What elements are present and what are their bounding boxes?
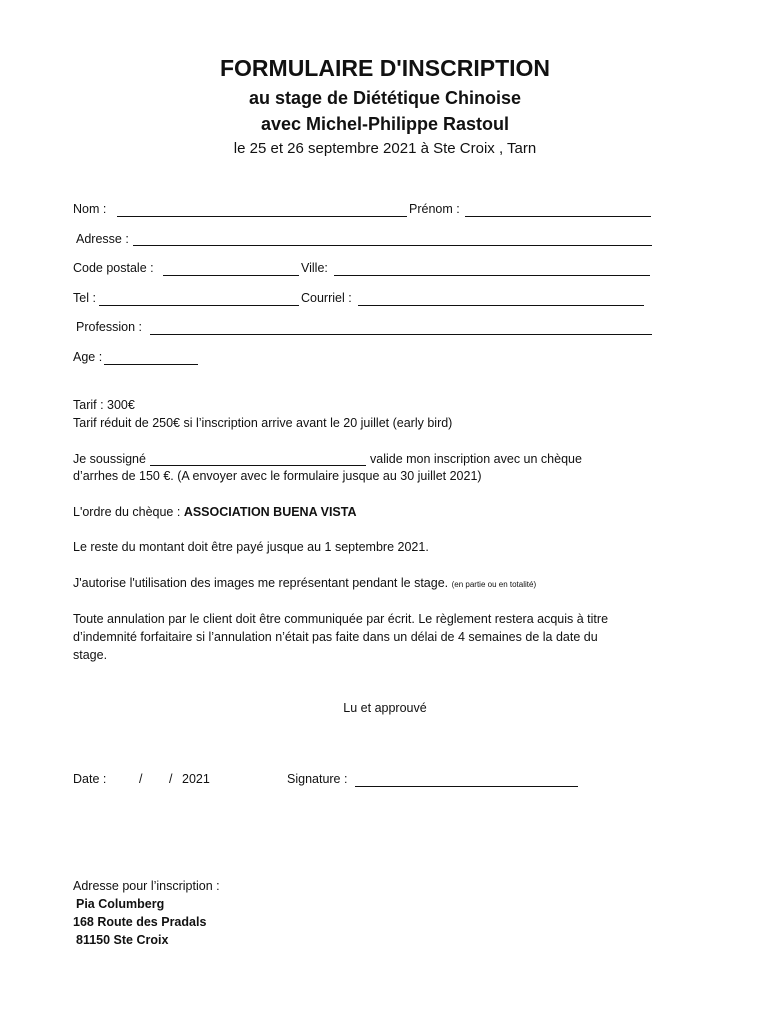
code-postale-field[interactable] <box>163 275 299 276</box>
profession-field[interactable] <box>150 334 652 335</box>
form-subtitle-stage: au stage de Diététique Chinoise <box>248 88 522 108</box>
ordre-value: ASSOCIATION BUENA VISTA <box>183 505 357 519</box>
adresse-field[interactable] <box>133 245 652 246</box>
engagement-line2: d’arrhes de 150 €. (A envoyer avec le formulaire jusque au 30 juillet 2021) <box>73 469 482 483</box>
form-title: FORMULAIRE D'INSCRIPTION <box>219 55 551 81</box>
soussigne-field[interactable] <box>150 465 366 466</box>
autorisation-line <box>73 576 536 590</box>
prenom-field[interactable] <box>465 216 651 217</box>
profession-label: Profession : <box>76 320 143 334</box>
ordre-label: L'ordre du chèque : <box>73 505 184 519</box>
date-label: Date : <box>73 772 107 786</box>
nom-field[interactable] <box>117 216 407 217</box>
nom-label: Nom : <box>73 202 107 216</box>
address-name: Pia Columberg <box>76 897 165 911</box>
courriel-label: Courriel : <box>301 291 352 305</box>
engagement-prefix: Je soussigné <box>73 452 146 466</box>
tarif-reduit-line: Tarif réduit de 250€ si l’inscription arrive avant le 20 juillet (early bird) <box>73 416 453 430</box>
adresse-label: Adresse : <box>76 232 129 246</box>
date-year: 2021 <box>182 772 210 786</box>
tel-label: Tel : <box>73 291 96 305</box>
ordre-cheque <box>73 505 357 519</box>
tel-field[interactable] <box>99 305 299 306</box>
address-street: 168 Route des Pradals <box>73 915 207 929</box>
prenom-label: Prénom : <box>409 202 460 216</box>
engagement-suffix: valide mon inscription avec un chèque <box>370 452 582 466</box>
date-slash-1: / <box>139 772 143 786</box>
date-slash-2: / <box>169 772 173 786</box>
annulation-line3: stage. <box>73 648 108 662</box>
signature-field[interactable] <box>355 786 578 787</box>
address-label: Adresse pour l’inscription : <box>73 879 220 893</box>
form-subtitle-teacher: avec Michel-Philippe Rastoul <box>260 114 510 134</box>
lu-et-approuve: Lu et approuvé <box>343 701 427 715</box>
annulation-line1: Toute annulation par le client doit être communiquée par écrit. Le règlement restera acquis à titre <box>73 612 609 626</box>
ville-label: Ville: <box>301 261 328 275</box>
annulation-line2: d’indemnité forfaitaire si l’annulation n’était pas faite dans un délai de 4 semaines de la date du <box>73 630 598 644</box>
age-field[interactable] <box>104 364 198 365</box>
address-city: 81150 Ste Croix <box>76 933 169 947</box>
autorisation-note: (en partie ou en totalité) <box>451 580 537 589</box>
courriel-field[interactable] <box>358 305 644 306</box>
form-dates: le 25 et 26 septembre 2021 à Ste Croix , Tarn <box>233 140 537 157</box>
age-label: Age : <box>73 350 103 364</box>
tarif-line: Tarif : 300€ <box>73 398 135 412</box>
autorisation-text: J'autorise l'utilisation des images me représentant pendant le stage. <box>73 576 452 590</box>
code-postale-label: Code postale : <box>73 261 154 275</box>
reste-line: Le reste du montant doit être payé jusque au 1 septembre 2021. <box>73 540 429 554</box>
signature-label: Signature : <box>287 772 348 786</box>
ville-field[interactable] <box>334 275 650 276</box>
